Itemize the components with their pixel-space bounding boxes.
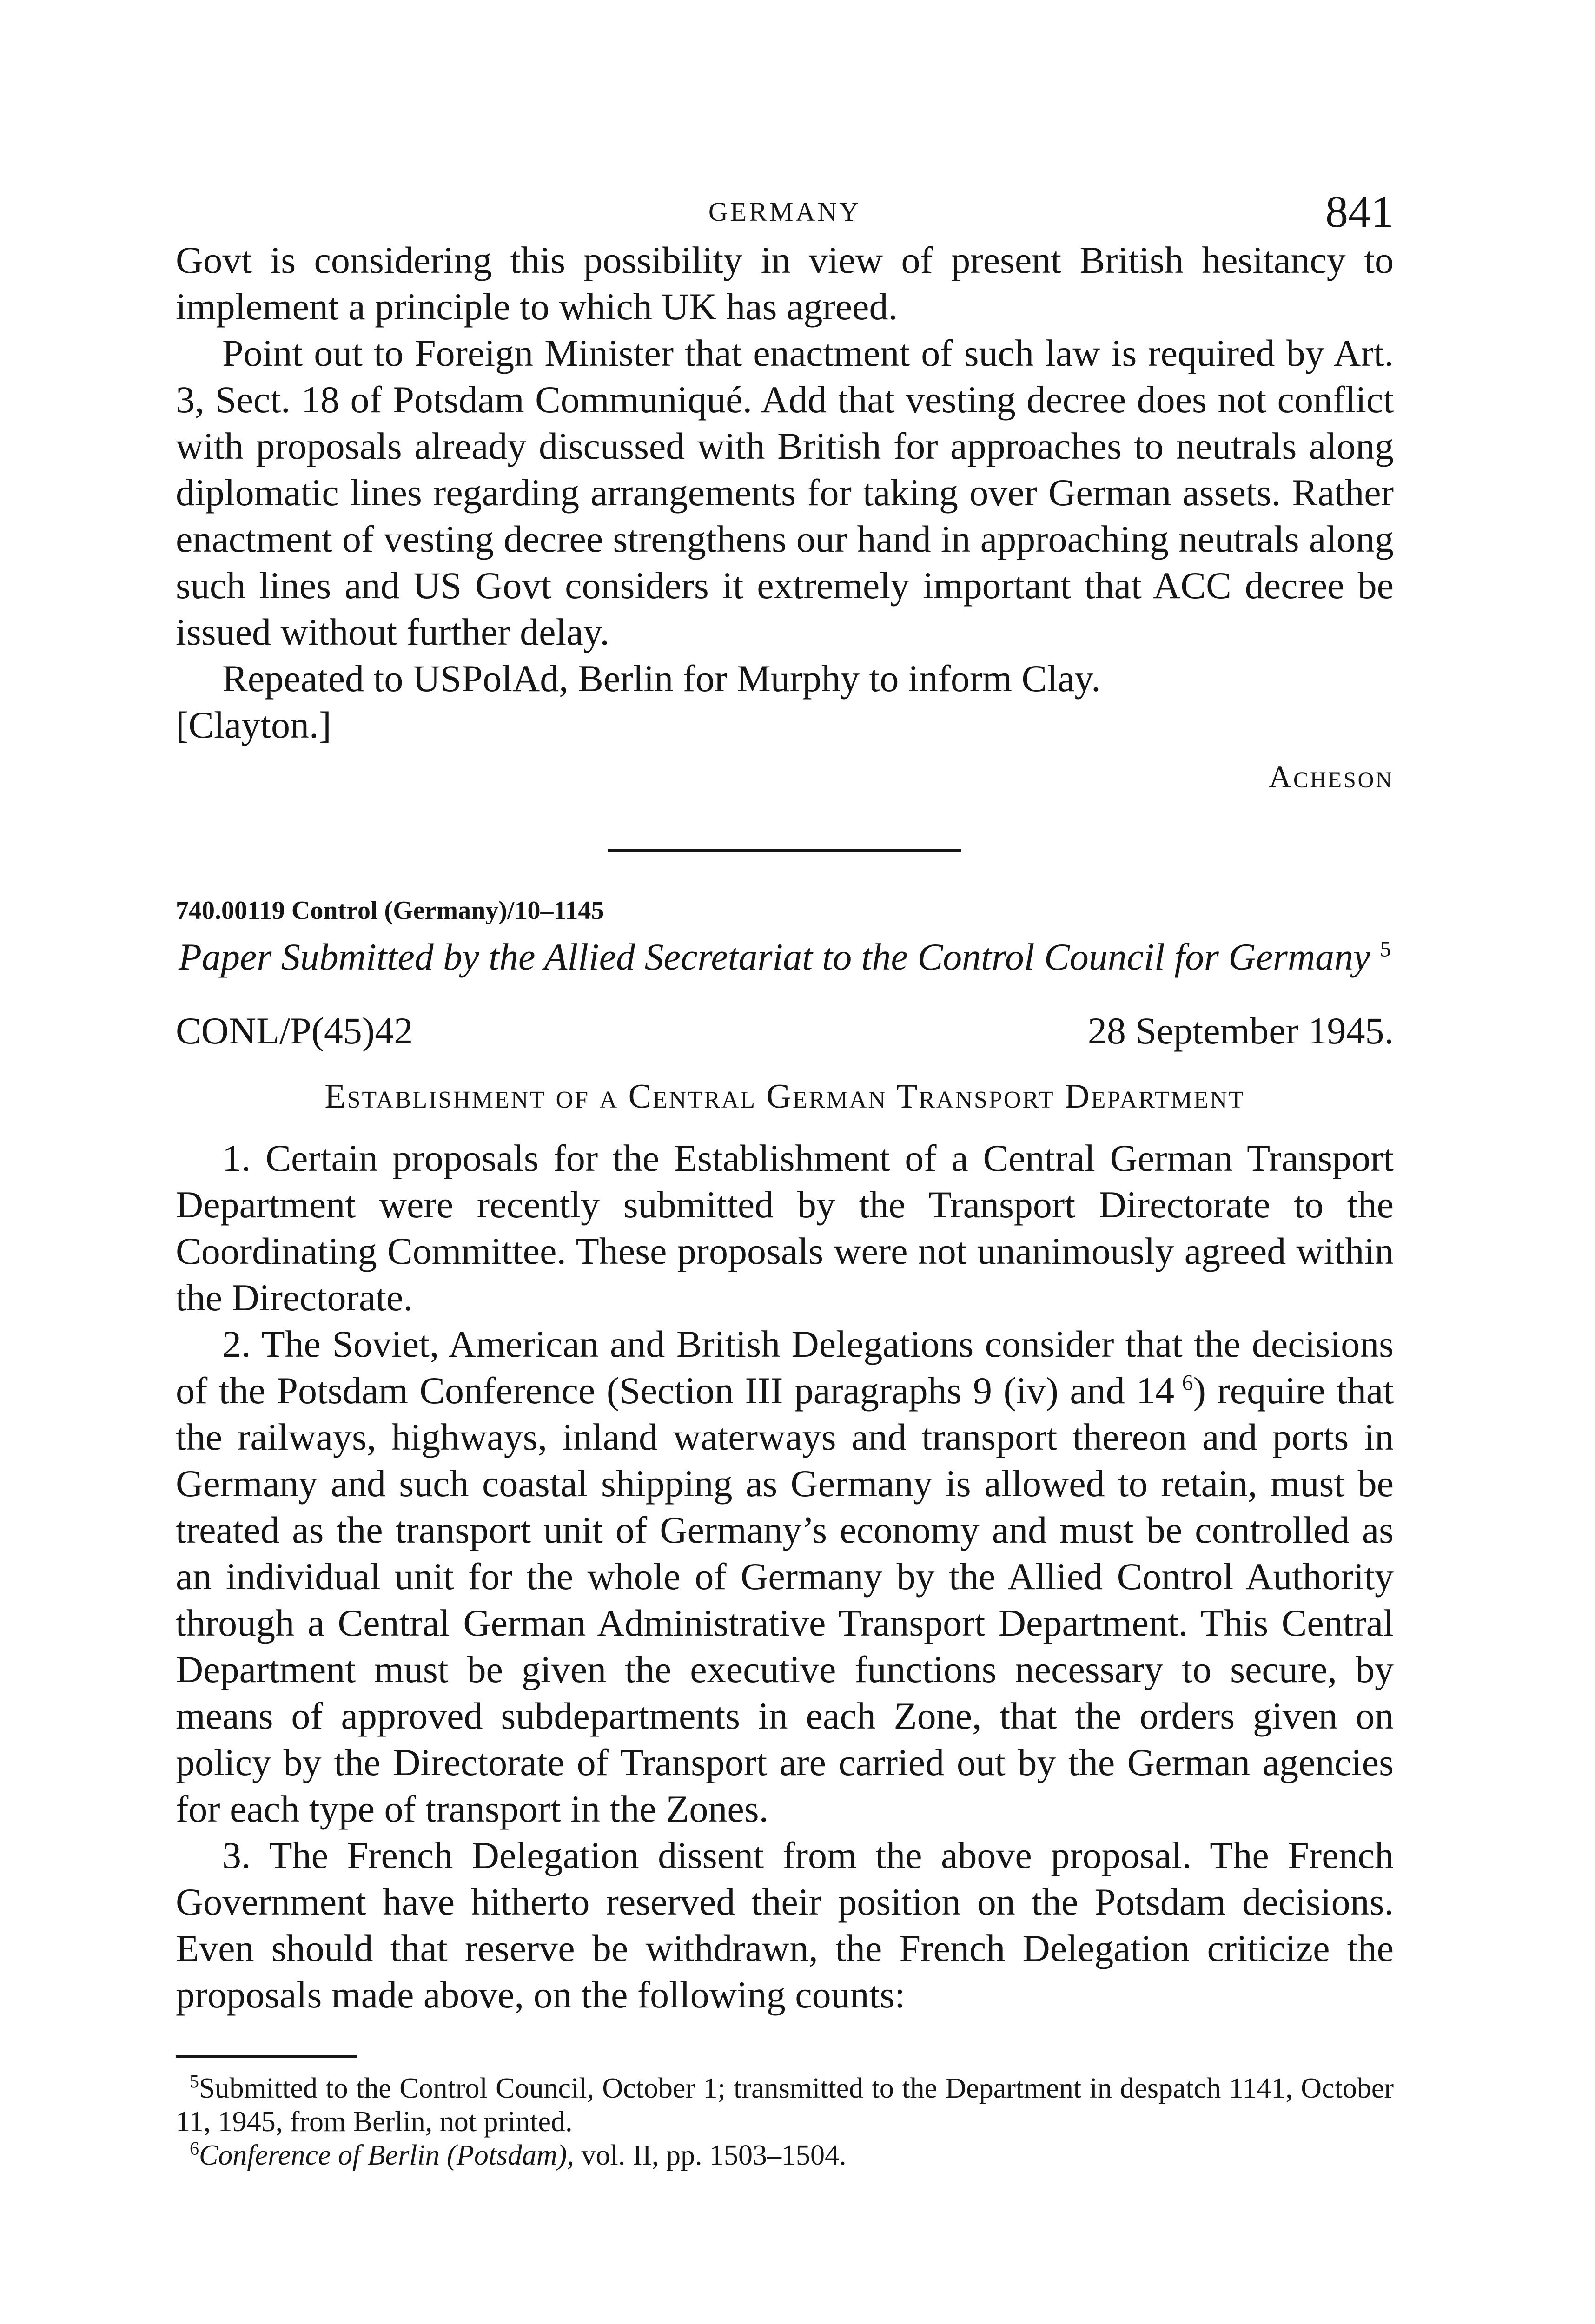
telegram-paragraph: [Clayton.] bbox=[176, 704, 331, 746]
telegram-paragraph: Point out to Foreign Minister that enactment of such law is required by Art. 3, Sect. 18 of Potsdam Communiqué. Add that vesting decree does not conflict with proposals already discussed with British for approaches to neutrals along diplomatic lines regarding arrangements for taking over German assets. Rather enactment of vesting decree strengthens our hand in approaching neutrals along such lines and US Govt considers it extremely important that ACC decree be issued without further delay. bbox=[176, 332, 1394, 653]
body-paragraph: 1. Certain proposals for the Establishment of a Central German Transport Department were recently submitted by the Transport Directorate to the Coordinating Committee. These proposals were not unanimously agreed within the Directorate. bbox=[176, 1137, 1394, 1319]
file-reference: 740.00119 Control (Germany)/10–1145 bbox=[176, 896, 604, 925]
signature: Acheson bbox=[1268, 759, 1394, 794]
footnote-reference: 5 bbox=[1380, 937, 1391, 962]
footnote-text: Submitted to the Control Council, October 1; transmitted to the Department in despatch 1141, October 11, 1945, from Berlin, not printed. bbox=[176, 2073, 1394, 2138]
document-title bbox=[176, 934, 1394, 980]
footnote-mark: 5 bbox=[190, 2071, 199, 2092]
footnote-text: , vol. II, pp. 1503–1504. bbox=[567, 2139, 847, 2171]
document-title-text: Paper Submitted by the Allied Secretariat to the Control Council for Germany bbox=[178, 936, 1370, 978]
telegram-paragraph: Repeated to USPolAd, Berlin for Murphy to inform Clay. bbox=[222, 657, 1101, 700]
footnote bbox=[176, 2139, 1394, 2172]
paragraph-text: ) require that the railways, highways, inland waterways and transport thereon and ports in Germany and such coastal shipping as Germany is allowed to retain, must be treated as the transport unit of Germany’s economy and must be controlled as an individual unit for the whole of Germany by the Allied Control Authority through a Central German Administrative Transport Department. This Central Department must be given the executive functions necessary to secure, by means of approved subdepartments in each Zone, that the orders given on policy by the Directorate of Transport are carried out by the German agencies for each type of transport in the Zones. bbox=[176, 1369, 1394, 1830]
paragraph-text: 2. The Soviet, American and British Delegations consider that the decisions of the Potsdam Conference (Section III paragraphs 9 (iv) and 14 bbox=[176, 1323, 1394, 1412]
reference-line bbox=[176, 1009, 1394, 1053]
footnote-divider bbox=[176, 2055, 357, 2058]
section-divider bbox=[608, 849, 961, 852]
document-date: 28 September 1945. bbox=[1087, 1010, 1394, 1052]
footnote-reference: 6 bbox=[1182, 1370, 1193, 1395]
footnote bbox=[176, 2072, 1394, 2139]
telegram-continuation bbox=[176, 237, 1394, 795]
body-paragraph: 3. The French Delegation dissent from the above proposal. The French Government have hitherto reserved their position on the Potsdam decisions. Even should that reserve be withdrawn, the French Delegation criticize the proposals made above, on the following counts: bbox=[176, 1834, 1394, 2016]
section-heading: Establishment of a Central German Transport Department bbox=[324, 1077, 1245, 1116]
document-reference: CONL/P(45)42 bbox=[176, 1010, 413, 1052]
footnote-mark: 6 bbox=[190, 2138, 199, 2159]
page-number: 841 bbox=[1325, 187, 1394, 237]
footnotes bbox=[176, 2072, 1394, 2172]
body-paragraph bbox=[176, 1321, 1394, 1832]
running-head bbox=[176, 186, 1394, 237]
running-title: GERMANY bbox=[708, 197, 861, 227]
document-page bbox=[176, 186, 1394, 2172]
allied-paper bbox=[176, 896, 1394, 2018]
footnote-citation-title: Conference of Berlin (Potsdam) bbox=[199, 2139, 567, 2171]
telegram-paragraph: Govt is considering this possibility in view of present British hesitancy to implement a principle to which UK has agreed. bbox=[176, 239, 1394, 328]
